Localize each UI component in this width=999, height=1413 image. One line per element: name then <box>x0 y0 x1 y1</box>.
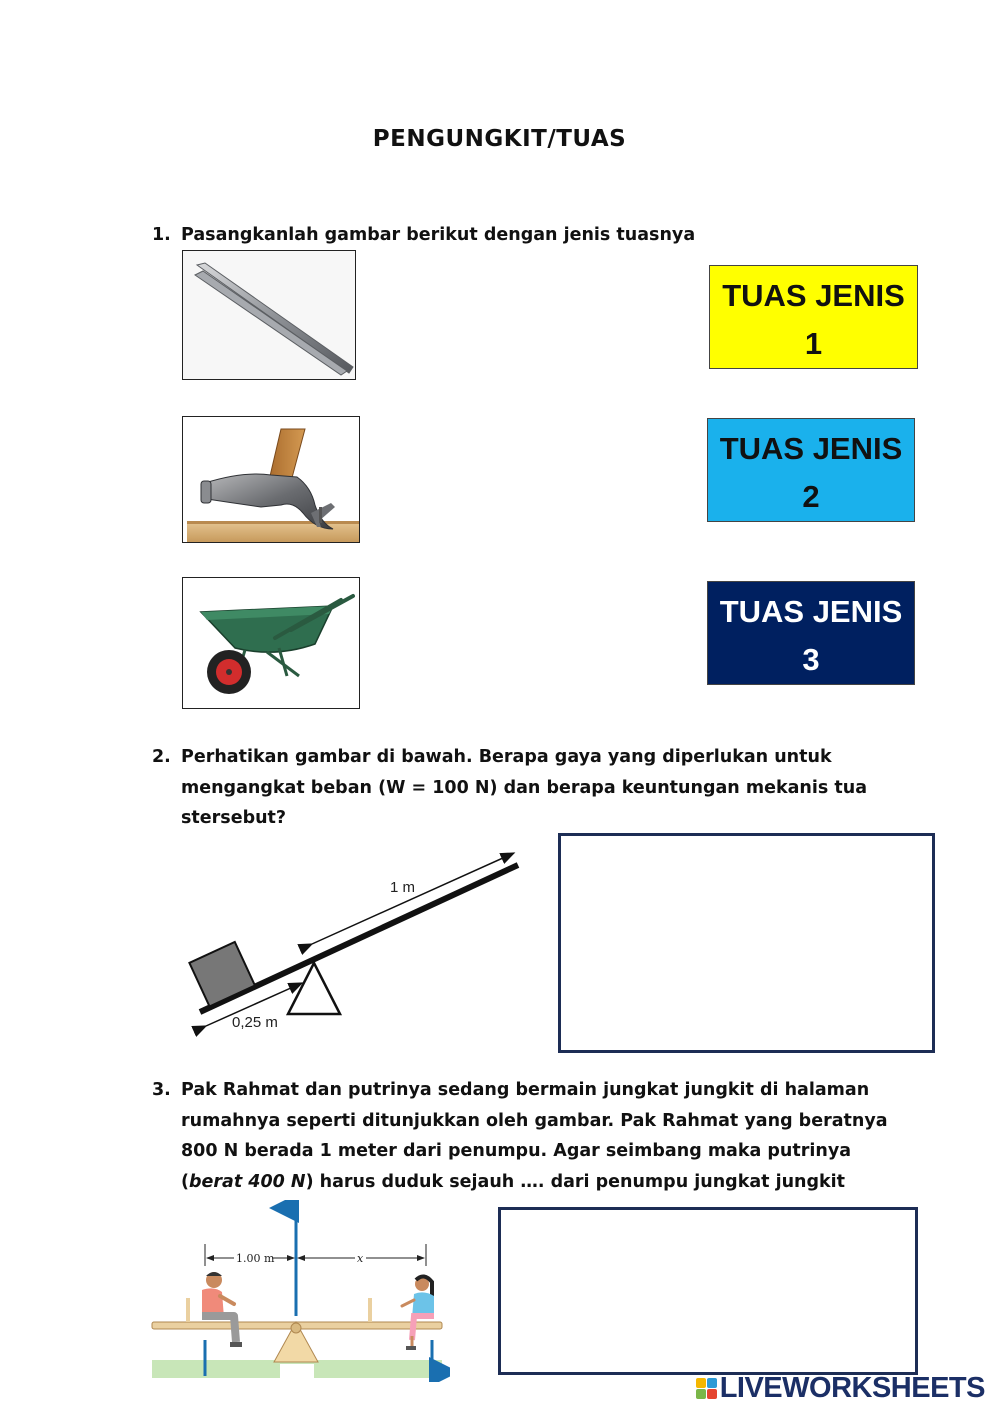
option-label: TUAS JENIS <box>719 431 903 466</box>
question-line: Perhatikan gambar di bawah. Berapa gaya yang diperlukan untuk <box>181 747 832 767</box>
lever-bar <box>200 865 518 1012</box>
question-line: rumahnya seperti ditunjukkan oleh gambar. Pak Rahmat yang beratnya <box>181 1110 888 1131</box>
load-block <box>189 942 255 1007</box>
liveworksheets-logo-icon <box>696 1378 717 1399</box>
weight-italic: berat 400 N <box>189 1171 306 1192</box>
option-label: TUAS JENIS <box>722 278 905 313</box>
short-arm-label: 0,25 m <box>232 1014 278 1031</box>
question-number: 1. <box>152 225 171 245</box>
question-2 <box>152 742 912 834</box>
option-label: TUAS JENIS <box>719 594 903 629</box>
hammer-image[interactable] <box>182 416 360 543</box>
question-line-rest: ) harus duduk sejauh …. dari penumpu jungkat jungkit <box>305 1171 846 1192</box>
long-arm-arrow <box>312 853 514 944</box>
distance-label-right: x <box>357 1252 364 1265</box>
liveworksheets-logo <box>696 1372 985 1405</box>
question-text: Pasangkanlah gambar berikut dengan jenis tuasnya <box>181 225 696 245</box>
tweezers-image[interactable] <box>182 250 356 380</box>
question-number: 2. <box>152 747 171 767</box>
question-3 <box>152 1075 932 1197</box>
man-figure <box>186 1272 242 1347</box>
option-number: 1 <box>804 326 823 361</box>
question-line <box>152 1167 932 1198</box>
option-tuas-jenis-1[interactable] <box>709 265 918 369</box>
question-1 <box>152 220 695 251</box>
question-line: Pak Rahmat dan putrinya sedang bermain jungkat jungkit di halaman <box>181 1080 870 1100</box>
lever-diagram <box>180 840 540 1040</box>
option-number: 3 <box>802 642 820 677</box>
option-tuas-jenis-3[interactable] <box>707 581 915 685</box>
option-tuas-jenis-2[interactable] <box>707 418 915 522</box>
seesaw-diagram <box>150 1200 450 1382</box>
long-arm-label: 1 m <box>390 879 416 896</box>
question-line: 800 N berada 1 meter dari penumpu. Agar seimbang maka putrinya <box>181 1141 852 1161</box>
paren-open: ( <box>181 1171 189 1192</box>
option-number: 2 <box>802 479 820 514</box>
question-line: mengangkat beban (W = 100 N) dan berapa keuntungan mekanis tua <box>181 777 868 798</box>
brand-text: LIVEWORKSHEETS <box>719 1372 985 1404</box>
answer-box-q2[interactable] <box>558 833 935 1053</box>
distance-label-left: 1.00 m <box>236 1252 275 1265</box>
question-number: 3. <box>152 1080 171 1100</box>
question-line: stersebut? <box>181 808 287 828</box>
answer-box-q3[interactable] <box>498 1207 918 1375</box>
girl-figure <box>368 1276 434 1350</box>
page-title: PENGUNGKIT/TUAS <box>372 126 627 152</box>
wheelbarrow-image[interactable] <box>182 577 360 709</box>
